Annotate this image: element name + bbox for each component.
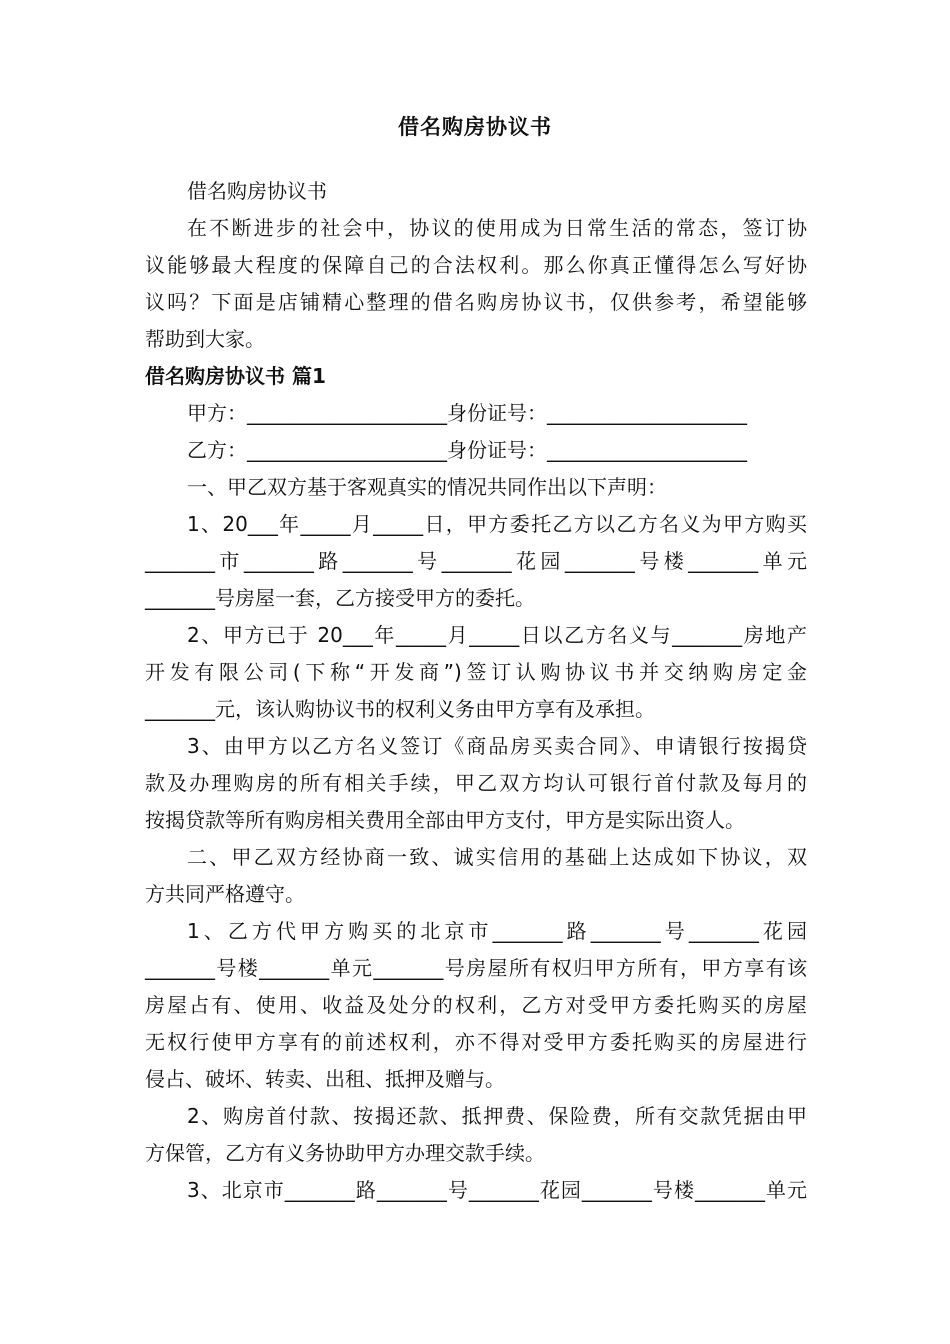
clause-1-2-line-1: 2、甲方已于 20___年_____月_____日以乙方名义与_______房地产 [187, 623, 807, 647]
clause-1-1-line-1: 1、20___年_____月_____日，甲方委托乙方以乙方名义为甲方购买 [187, 512, 807, 536]
clause-2-1-line-3: 房屋占有、使用、收益及处分的权利，乙方对受甲方委托购买的房屋 [145, 993, 807, 1017]
clause-1-3-line-3: 按揭贷款等所有购房相关费用全部由甲方支付，甲方是实际出资人。 [145, 808, 745, 832]
section-heading: 借名购房协议书 篇1 [145, 364, 326, 388]
clause-2-3-line-1: 3、北京市_______路_______号_______花园_______号楼_______单元 [187, 1178, 807, 1202]
subtitle-line: 借名购房协议书 [187, 179, 327, 203]
clause-1-2-line-3: _______元，该认购协议书的权利义务由甲方享有及承担。 [145, 697, 655, 721]
party-a-line: 甲方：____________________身份证号：____________________ [187, 401, 747, 425]
intro-line-2: 议能够最大程度的保障自己的合法权利。那么你真正懂得怎么写好协 [145, 253, 807, 277]
clause-2-2-line-1: 2、购房首付款、按揭还款、抵押费、保险费，所有交款凭据由甲 [187, 1104, 807, 1128]
clause-1-3-line-1: 3、由甲方以乙方名义签订《商品房买卖合同》、申请银行按揭贷 [187, 734, 807, 758]
intro-line-4: 帮助到大家。 [145, 327, 265, 351]
clause-2-2-line-2: 方保管，乙方有义务协助甲方办理交款手续。 [145, 1141, 545, 1165]
clause-2-1-line-5: 侵占、破坏、转卖、出租、抵押及赠与。 [145, 1067, 505, 1091]
clause-2-1-line-2: _______号楼_______单元_______号房屋所有权归甲方所有，甲方享有该 [145, 956, 807, 980]
agreement-heading-line-2: 方共同严格遵守。 [145, 882, 305, 906]
intro-line-1: 在不断进步的社会中，协议的使用成为日常生活的常态，签订协 [187, 216, 807, 240]
agreement-heading-line-1: 二、甲乙双方经协商一致、诚实信用的基础上达成如下协议，双 [187, 845, 807, 869]
declaration-heading: 一、甲乙双方基于客观真实的情况共同作出以下声明： [187, 475, 667, 499]
clause-1-2-line-2: 开发有限公司(下称“开发商”)签订认购协议书并交纳购房定金 [145, 660, 807, 684]
clause-1-3-line-2: 款及办理购房的所有相关手续，甲乙双方均认可银行首付款及每月的 [145, 771, 807, 795]
clause-2-1-line-4: 无权行使甲方享有的前述权利，亦不得对受甲方委托购买的房屋进行 [145, 1030, 807, 1054]
clause-1-1-line-3: _______号房屋一套，乙方接受甲方的委托。 [145, 586, 535, 610]
clause-1-1-line-2: _______市_______路_______号_______花园_______号楼_______单元 [145, 549, 807, 573]
document-title: 借名购房协议书 [398, 115, 552, 139]
intro-line-3: 议吗？下面是店铺精心整理的借名购房协议书，仅供参考，希望能够 [145, 290, 807, 314]
clause-2-1-line-1: 1、乙方代甲方购买的北京市_______路_______号_______花园 [187, 919, 807, 943]
party-b-line: 乙方：____________________身份证号：____________________ [187, 438, 747, 462]
